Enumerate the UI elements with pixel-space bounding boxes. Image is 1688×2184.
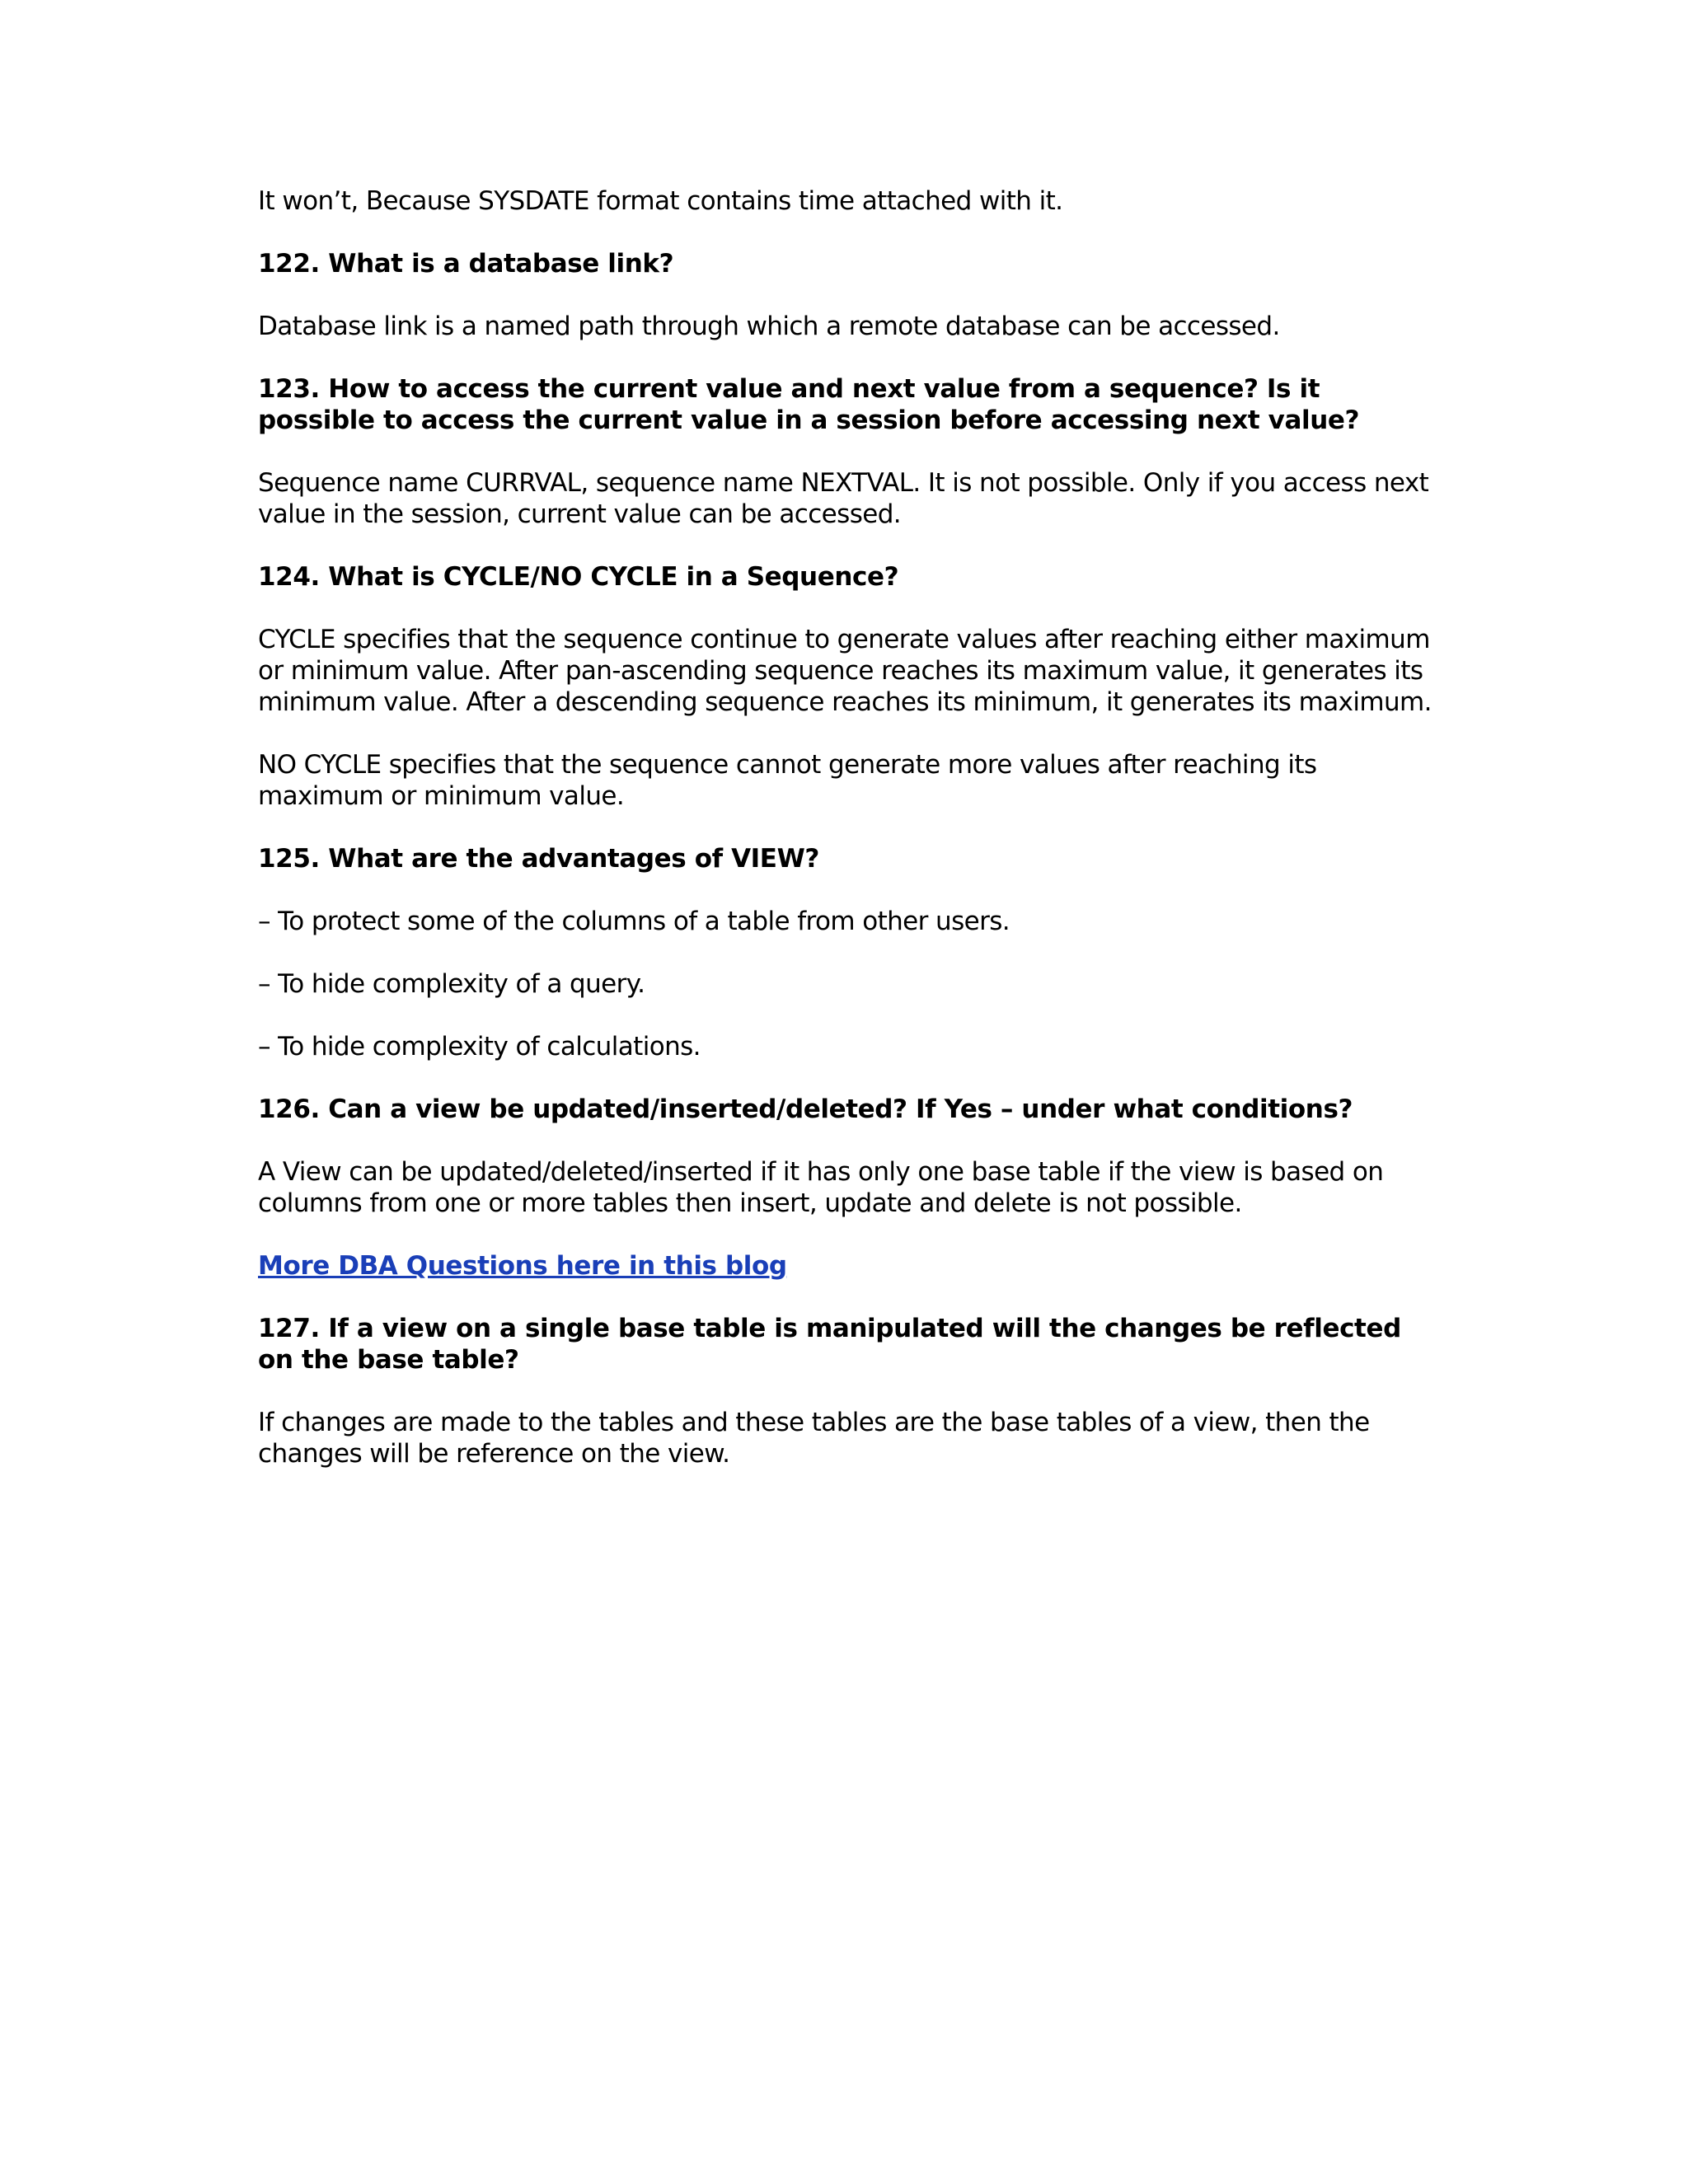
answer-paragraph-122: Database link is a named path through which a remote database can be accessed.: [258, 312, 1280, 341]
question-heading-125: 125. What are the advantages of VIEW?: [258, 844, 819, 874]
more-dba-questions-link[interactable]: More DBA Questions here in this blog: [258, 1251, 787, 1281]
question-heading-124: 124. What is CYCLE/NO CYCLE in a Sequence?: [258, 562, 899, 592]
answer-paragraph-127: If changes are made to the tables and these tables are the base tables of a view, then the changes will be reference on the view.: [258, 1408, 1370, 1469]
answer-paragraph-123: Sequence name CURRVAL, sequence name NEXTVAL. It is not possible. Only if you access next value in the session, current value can be accessed.: [258, 468, 1429, 529]
question-heading-127: 127. If a view on a single base table is manipulated will the changes be reflected on the base table?: [258, 1314, 1401, 1375]
answer-paragraph-126: A View can be updated/deleted/inserted if it has only one base table if the view is based on columns from one or more tables then insert, update and delete is not possible.: [258, 1157, 1384, 1218]
answer-paragraph-124-nocycle: NO CYCLE specifies that the sequence cannot generate more values after reaching its maximum or minimum value.: [258, 750, 1317, 811]
question-heading-122: 122. What is a database link?: [258, 249, 674, 279]
answer-paragraph: It won’t, Because SYSDATE format contains time attached with it.: [258, 186, 1063, 216]
question-heading-126: 126. Can a view be updated/inserted/deleted? If Yes – under what conditions?: [258, 1094, 1353, 1124]
document-page: [258, 185, 1437, 1501]
question-heading-123: 123. How to access the current value and next value from a sequence? Is it possible to access the current value in a session before accessing next value?: [258, 374, 1360, 435]
list-item: – To protect some of the columns of a table from other users.: [258, 907, 1010, 936]
list-item: – To hide complexity of a query.: [258, 969, 645, 999]
list-item: – To hide complexity of calculations.: [258, 1032, 701, 1062]
answer-paragraph-124-cycle: CYCLE specifies that the sequence continue to generate values after reaching either maximum or minimum value. After pan-ascending sequence reaches its maximum value, it generates its minimum value. After a descending sequence reaches its minimum, it generates its maximum.: [258, 625, 1432, 717]
